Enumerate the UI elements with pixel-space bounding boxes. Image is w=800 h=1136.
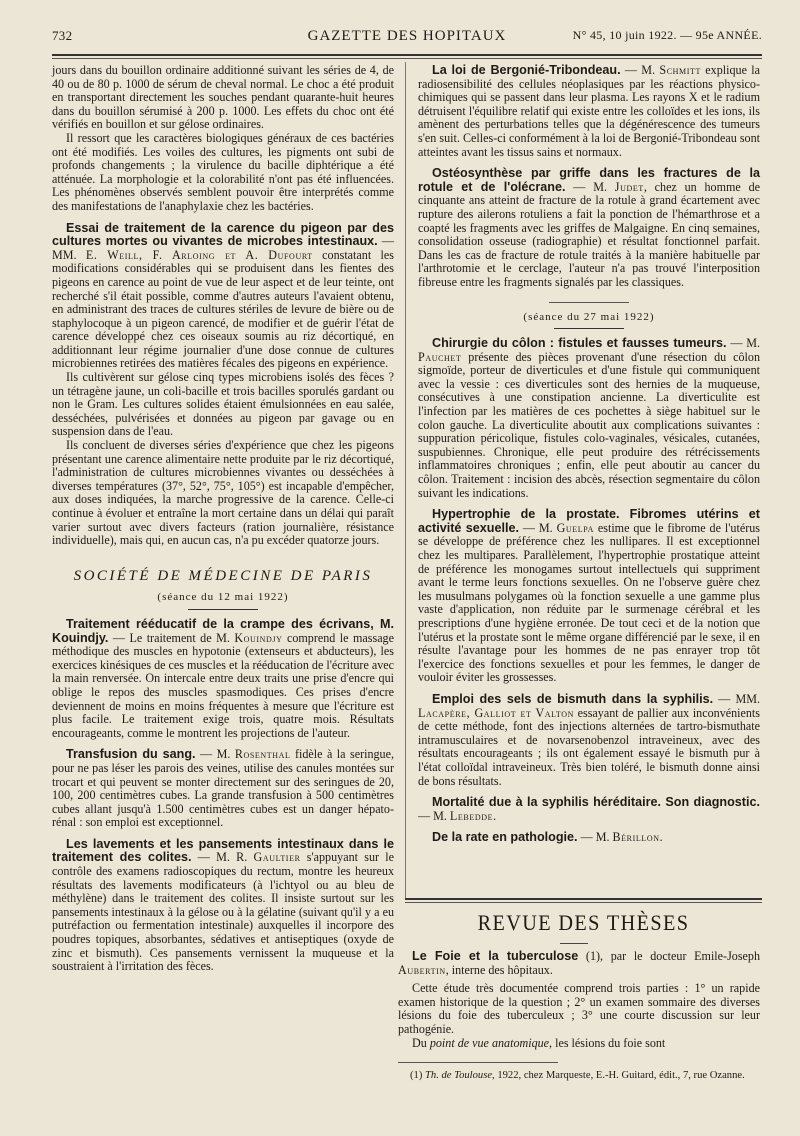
article-title: De la rate en pathologie.	[432, 830, 578, 845]
article-title: Traitement rééducatif de la crampe des écrivans, M. Kouindjy.	[52, 616, 394, 645]
article-rate: De la rate en pathologie. — M. Bérillon.	[432, 830, 663, 845]
article-title: Essai de traitement de la carence du pigeon par des cultures mortes ou vivantes de microbes intestinaux.	[52, 220, 394, 249]
article-title: La loi de Bergonié-Tribondeau.	[432, 63, 621, 77]
paragraph: Ils cultivèrent sur gélose cinq types microbiens isolés des fèces ? un tétragène jaune, un coli-bacille et trois bacilles sporulés gardant ou non le Gram. Les cultures solides étaient émulsionnées en eau salée, desséchées, pulvérisées et données au pigeon par gavage ou en suspension dans de l'eau.	[52, 370, 394, 439]
article-authors: Schmitt	[659, 63, 701, 77]
page-number: 732	[52, 28, 73, 43]
section-rule	[554, 328, 624, 329]
header-rule-thin	[52, 58, 762, 59]
heading-underline	[560, 943, 588, 944]
article-title: Les lavements et les pansements intestinaux dans le traitement des colites.	[52, 836, 394, 865]
article-colon: Chirurgie du côlon : fistules et fausses tumeurs. — M. Pauchet présente des pièces provenant d'une résection du côlon sigmoïde, porteur de diverticules et d'une fistule qui communiquent avec la vessie : ces diverticules sont des hernies de la muqueuse, consécutives à une constipation ancienne. La diverticulite est l'infection par les matières de ces pochettes à siège habituel sur le colon gauche. La diverticulite aboutit aux complications suivantes : suppuration péricolique, fistules colo-vaginales, vésicales, cutanées, suspubiennes. Chronique, elle peut produire des rétrécissements inflammatoires chroniques ; enfin, elle peut aboutir au cancer du côlon. Traitement : incision des abcès, résection segmentaire du côlon suivant les indications.	[418, 336, 761, 500]
footnote-rule	[398, 1062, 558, 1063]
thesis-entry: Le Foie et la tuberculose (1), par le docteur Emile-Joseph Aubertin, interne des hôpitaux.	[398, 949, 760, 977]
paragraph: Ils concluent de diverses séries d'expérience que chez les pigeons présentant une carence alimentaire nette produite par le riz décortiqué, l'administration de cultures microbiennes vivantes ou desséchées à diverses températures (37°, 52°, 75°, 105°) est incapable d'empêcher, aux doses indiquées, la marche progressive de la carence. Celle-ci continue à évoluer et entraîne la mort certaine dans un délai qui paraît varier surtout avec divers facteurs (ration journalière, résistance individuelle), mais qui, en aucun cas, n'a pu excéder quatorze jours.	[52, 438, 394, 548]
article-authors: Bérillon	[612, 830, 660, 845]
article-authors: Lacapère, Galliot et Valton	[418, 705, 575, 720]
revue-heading: REVUE DES THÈSES	[477, 910, 690, 935]
article-authors: Gaultier	[253, 850, 301, 865]
article-title: Mortalité due à la syphilis héréditaire. Son diagnostic.	[432, 795, 760, 810]
thesis-title: Le Foie et la tuberculose	[412, 949, 579, 963]
article-authors: E. Weill, F. Arloing et A. Dufourt	[85, 247, 313, 262]
paragraph: Cette étude très documentée comprend trois parties : 1° un rapide examen historique de la question ; 2° un examen sommaire des diverses lésions du foie des tuberculeux ; 3° une courte discussion sur leur pathogénie.	[398, 981, 760, 1036]
paragraph: jours dans du bouillon ordinaire additionné suivant les séries de 4, de 40 ou de 80 p. 1000 de sérum de cheval normal. Le choc a été produit en transportant directement les souches pendant quarante-huit heures dans du bouillon sérumisé à 200 p. 1000. Les effets du choc ont été vérifiés en bouillon et sur gélose ordinaires.	[52, 63, 394, 132]
article-hypertrophie: Hypertrophie de la prostate. Fibromes utérins et activité sexuelle. — M. Guelpa estime que le fibrome de l'utérus se développe de préférence chez les nullipares. Il est exceptionnel chez les multipares. Parallèlement, l'hypertrophie prostatique atteint de préférence les monogames surtout intellectuels qui suppriment avant le terme leurs fonctions sexuelles. On ne l'observe guère chez les musulmans polygames où la fonction sexuelle a une gamme plus vaste d'application, non réduite par le surmenage cérébral et les prescriptions d'une hygiène erronée. De tout ceci et de la notion que l'utérus et la prostate sont le même organe différencié par le sexe, il en résulte l'avantage pour les hommes de ne pas enrayer trop tôt l'exercice des fonctions sexuelles et pour les femmes, le danger de vouloir éviter les grossesses.	[418, 507, 760, 685]
article-mortalite: Mortalité due à la syphilis héréditaire. Son diagnostic. — M. Lebedde.	[418, 795, 760, 823]
paragraph: Du point de vue anatomique, les lésions du foie sont	[412, 1035, 666, 1050]
paragraph: Il ressort que les caractères biologiques généraux de ces bactéries ont été modifiés. Les voiles des cultures, les pigments ont subi de profonds changements ; la virulence du bacille diphtérique a été atténuée. La morphologie et la colorabilité n'ont pas été influencées. Les phénomènes observés semblent pouvoir être interprétés comme des manifestations de l'anaphylaxie chez les bactéries.	[52, 130, 394, 213]
article-crampe: Traitement rééducatif de la crampe des écrivans, M. Kouindjy. — Le traitement de M. Kouindjy comprend le massage méthodique des muscles en hypotonie (extenseurs et abducteurs), les exercices kinésiques de ces muscles et la rééducation de l'écriture avec la main renversée. On intercale entre deux traits une prise d'encre qui oblige le repos des muscles spasmodiques. Ces prises d'encre deviennent de moins en moins fréquentes à mesure que l'écriture est plus facile. Le traitement exige trois, quatre mois. Résultats encourageants, comme le montrent les projections de l'auteur.	[52, 616, 394, 740]
journal-title: GAZETTE DES HOPITAUX	[307, 28, 507, 44]
society-heading: SOCIÉTÉ DE MÉDECINE DE PARIS	[73, 567, 373, 584]
header-rule	[52, 54, 762, 56]
section-rule	[188, 609, 258, 610]
session-date: (séance du 12 mai 1922)	[157, 591, 289, 604]
section-rule-thin	[405, 902, 762, 903]
section-rule-thick	[405, 898, 762, 900]
page-header	[52, 26, 762, 52]
article-bismuth: Emploi des sels de bismuth dans la syphilis. — MM. Lacapère, Galliot et Valton essayant de pallier aux inconvénients de cette méthode, font des injections alternées de tartro-bismuthate intramusculaires et de novarsenobenzol intraveineux, avec des résultats encourageants ; ils ont également essayé le bismuth pur à l'état colloïdal intraveineux. Très bien toléré, le bismuth donne ainsi de bons résultats.	[418, 691, 760, 788]
article-title: Hypertrophie de la prostate. Fibromes utérins et activité sexuelle.	[418, 507, 760, 535]
session-date: (séance du 27 mai 1922)	[523, 310, 655, 323]
article-title: Chirurgie du côlon : fistules et fausses tumeurs.	[432, 336, 727, 351]
article-osteosynthese: Ostéosynthèse par griffe dans les fractures de la rotule et de l'olécrane. — M. Judet, chez un homme de cinquante ans atteint de fracture de la rotule à grand écartement avec rupture des ailerons rotuliens a fait la ponction de l'hémarthrose et a coapté les fragments avec les griffes de Malgaigne. En cinq semaines, consolidation osseuse (radiographie) et résultat fonctionnel parfait. Dans les cas de fracture de rotule traités à la manière habituelle par l'arthrotomie et le cerclage, l'auteur n'a pas trouvé l'interposition fibreuse entre les fragments signalés par les classiques.	[418, 166, 760, 289]
article-title: Emploi des sels de bismuth dans la syphilis.	[432, 691, 714, 706]
thesis-author: Aubertin	[398, 962, 446, 977]
article-authors: Guelpa	[556, 520, 594, 535]
article-authors: Judet	[614, 179, 644, 194]
left-column	[52, 64, 394, 974]
section-rule	[549, 302, 629, 303]
issue-date: N° 45, 10 juin 1922. — 95e ANNÉE.	[572, 28, 762, 42]
article-authors: Kouindjy	[234, 630, 283, 645]
article-title: Ostéosynthèse par griffe dans les fractures de la rotule et de l'olécrane.	[418, 166, 760, 194]
article-authors: Lebedde	[449, 808, 494, 823]
article-title: Transfusion du sang.	[66, 747, 196, 762]
article-authors: Pauchet	[418, 349, 462, 364]
article-essai: Essai de traitement de la carence du pigeon par des cultures mortes ou vivantes de microbes intestinaux. — MM. E. Weill, F. Arloing et A. Dufourt constatant les modifications considérables qui se produisent dans les fientes des pigeons en carence au point de vue de leur aspect et de leur teinte, ont recherché s'il était possible, comme d'autres auteurs l'avaient obtenu, en administrant des traces de cultures stériles de levure de bière ou de staphylocoque à un pigeon carencé, de modifier et de guérir l'état de carence développé chez ces oiseaux soumis au riz décortiqué, en additionnant leur régime journalier d'une dose connue de cultures microbiennes retirées des matières fécales des pigeons en expérience.	[52, 220, 394, 371]
footnote: (1) Th. de Toulouse, 1922, chez Marqueste, E.-H. Guitard, édit., 7, rue Ozanne.	[410, 1070, 745, 1081]
article-transfusion: Transfusion du sang. — M. Rosenthal fidèle à la seringue, pour ne pas léser les parois des veines, utilise des canules montées sur trocart et qui peuvent se monter directement sur des seringues de 20, 100, 200 centimètres cubes. La grande transfusion à 500 centimètres cubes allant jusqu'à 1.500 centimètres cubes est un danger hépato-rénal : son emploi est exceptionnel.	[52, 747, 394, 830]
article-bergonie: La loi de Bergonié-Tribondeau. — M. Schmitt explique la radiosensibilité des cellules néoplasiques par les réactions physico-chimiques qui se passent dans leur plasma. Les rayons X et le radium détruisent l'équilibre relatif qui existe entre les colloïdes et les ions, ils amènent des perturbations telles que la dégénérescence des tumeurs s'en suit. Celles-ci conformément à la loi de Bergonié-Tribondeau sont atteintes avant les tissus sains et normaux.	[418, 63, 760, 159]
column-divider	[405, 62, 406, 898]
article-authors: Rosenthal	[234, 747, 291, 762]
theses-section	[398, 950, 760, 1050]
right-column	[418, 64, 760, 845]
article-lavements: Les lavements et les pansements intestinaux dans le traitement des colites. — M. R. Gaultier s'appuyant sur le contrôle des examens radioscopiques du rectum, montre les heureux résultats des lavements modificateurs (à l'ichtyol ou au bleu de méthylène) dans le traitement des colites. Il insiste surtout sur les pansements intestinaux à la gélose ou à la gélatine (suivant qu'il y a eu putréfaction ou fermentation intestinale) auxquelles il incorpore des poudres topiques, absorbantes, sédatives et antiseptiques (oxyde de zinc et bismuth). Ces pansements vernissent la muqueuse et la soustraient à l'irritation des fèces.	[52, 836, 395, 974]
